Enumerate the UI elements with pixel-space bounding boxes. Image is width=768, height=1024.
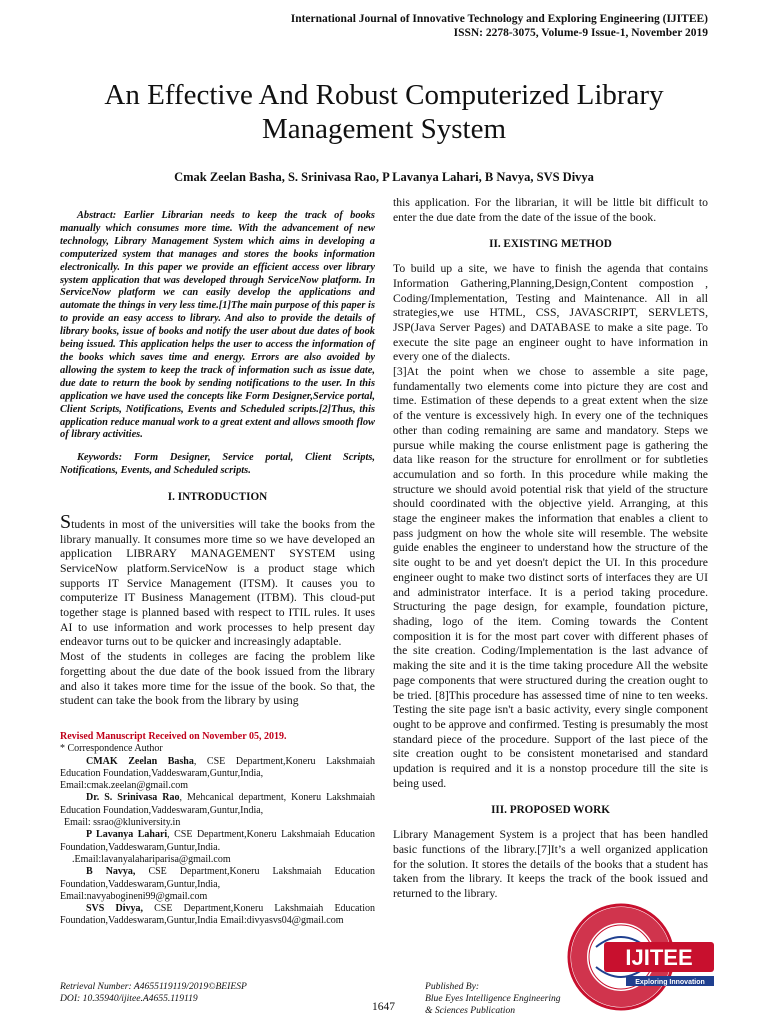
title-line-2: Management System xyxy=(261,113,507,145)
author-name-5: SVS Divya, xyxy=(86,903,143,915)
journal-issn: ISSN: 2278-3075, Volume-9 Issue-1, November 2019 xyxy=(453,27,708,39)
intro-p1-text: tudents in most of the universities will take the books from the library manually. It consumes more time so we have developed an application LIBRARY MANAGEMENT SYSTEM using ServiceNow platform.ServiceNow is a product stage which supports IT Service Management (ITSM). It causes you to computerize IT Business Management (ITBM). This cloud-put together stage is planned based with respect to ITIL rules. It uses AI to use information and work processes to help present day endeavor turns out to be quicker and increasingly adaptable. xyxy=(60,517,375,649)
publisher-line-2: & Sciences Publication xyxy=(425,1005,516,1016)
published-by-label: Published By: xyxy=(425,981,480,992)
doi: DOI: 10.35940/ijitee.A4655.119119 xyxy=(60,993,198,1004)
journal-name: International Journal of Innovative Technology and Exploring Engineering (IJITEE) xyxy=(290,13,708,25)
author-affiliation-3: P Lavanya Lahari, CSE Department,Koneru Lakshmaiah Education Foundation,Vaddeswaram,Guntur,India. xyxy=(60,829,375,853)
author-email-1: Email:cmak.zeelan@gmail.com xyxy=(60,780,189,792)
drop-cap: S xyxy=(60,510,72,533)
footer-right xyxy=(425,981,561,1017)
section-heading-introduction: I. INTRODUCTION xyxy=(167,491,268,504)
correspondence-note: * Correspondence Author xyxy=(60,743,163,755)
author-affiliation-2: Dr. S. Srinivasa Rao, Mehcanical department, Koneru Lakshmaiah Education Foundation,Vaddeswaram,Guntur,India, xyxy=(60,792,375,816)
abstract-text: Earlier Librarian needs to keep the track of books manually which consumes more time. With the advancement of new technology, Library Management System which aims in developing a computerized system that manages and stores the books information electronically. In this paper we provide an efficient access over library system application that was developed through ServiceNow platform. In ServiceNow platform we can easily develop the applications and automate the things in very less time.[1]The main purpose of this paper is to provide an easy access to library. And also to provide the details of library books, issue of books and notify the user about due dates of book being issued. This application helps the user to access the information of the books which saves time and energy. Errors are also avoided by allowing the system to keep the track of information such as issue date, due date to return the book by sending notifications to the user. In this application we have used the concepts like Form Designer,Service portal, Client Scripts, Notifications, Events and Scheduled scripts.[2]Thus, this application reduce manual work to a great extent and allows smooth flow of library activities. xyxy=(60,210,375,441)
intro-continuation: this application. For the librarian, it will be little bit difficult to enter the due date from the date of the issue of the book. xyxy=(393,196,708,224)
author-email-2: Email: ssrao@kluniversity.in xyxy=(64,817,181,829)
keywords xyxy=(60,452,375,478)
section-heading-proposed-work: III. PROPOSED WORK xyxy=(491,804,610,817)
proposed-paragraph-1: Library Management System is a project that has been handled basic functions of the library.[7]It’s a well organized application for the solution. It stores the details of the books that a student has taken from the library. It keeps the track of the book issued and returned to the library. xyxy=(393,828,708,900)
author-email-3: .Email:lavanyalahariparisa@gmail.com xyxy=(72,853,231,865)
keywords-text: Form Designer, Service portal, Client Scripts, Notifications, Events, and Scheduled scripts. xyxy=(60,452,375,477)
footnotes xyxy=(60,731,375,928)
author-name-2: Dr. S. Srinivasa Rao xyxy=(86,792,180,804)
revised-note: Revised Manuscript Received on November 05, 2019. xyxy=(60,730,287,742)
author-affiliation-5: SVS Divya, CSE Department,Koneru Lakshmaiah Education Foundation,Vaddeswaram,Guntur,India Email:divyasvs04@gmail.com xyxy=(60,903,375,927)
author-email-4: Email:navyabogineni99@gmail.com xyxy=(60,890,208,902)
existing-paragraph-2: [3]At the point when we chose to assemble a site page, fundamentally two elements come into picture they are cost and time. Estimation of these depends to a great extent when the size of the venture is excessively high. In every one of the techniques other than coding remaining are same and mandatory. Steps we pursue while making the course enlistment page is gathering the data like reason for the structure for enrollment or for subtleties accumulation and so forth. In this procedure while making the structure we should avoid potential risk that yield of the structure should coordinated with the objective yield. Arranging, at this stage the engineer makes the information that enables a client to pass judgment on how the whole site will resemble. The website guide enables the engineer to understand how the structure of the site ought to be and yet doesn't depict the UI. In this procedure engineer ought to make two distinct sorts of interfaces they are UI and administrator interface. It is a period taking procedure. Structuring the page design, for example, foundation picture, shading, logo of the item. Coming towards the Content composition it is for the most part cover with different phases of the site creation. Coding/Implementation is the last advance of making the site and it is the time taking procedure All the website page components that were structured during the creation ought to be tried. [8]This procedure has assessed time of nine to ten weeks. Testing the site page isn't a basic activity, every single component ought to be approve and confirmed. Testing is presumably the most standard piece of the procedure. Support of the last piece of the site creation ought to be consistent monetarised and standard updation is required and it is a nonstop procedure till the site is being used. xyxy=(393,365,708,790)
logo-wordmark: IJITEE xyxy=(625,945,693,970)
section-heading-existing-method: II. EXISTING METHOD xyxy=(489,238,612,251)
publisher-line-1: Blue Eyes Intelligence Engineering xyxy=(425,993,561,1004)
ijitee-logo-graphic xyxy=(566,902,716,1012)
intro-paragraph-1 xyxy=(60,510,375,650)
author-name-1: CMAK Zeelan Basha xyxy=(86,755,194,767)
paper-title xyxy=(40,78,728,146)
author-name-4: B Navya, xyxy=(86,866,136,878)
right-column xyxy=(393,196,708,902)
page-number: 1647 xyxy=(372,1001,395,1013)
title-line-1: An Effective And Robust Computerized Library xyxy=(104,79,664,111)
intro-paragraph-2: Most of the students in colleges are facing the problem like forgetting about the due date of the book issued from the library and also it takes more time for the issue of the book. So that, the student can take the book from the library by using xyxy=(60,650,375,708)
author-affiliation-4: B Navya, CSE Department,Koneru Lakshmaiah Education Foundation,Vaddeswaram,Guntur,India, xyxy=(60,866,375,890)
existing-paragraph-1: To build up a site, we have to finish the agenda that contains Information Gathering,Planning,Design,Content compostion , Coding/Implementation, Testing and Maintenance. All in all strategies,we use HTML, CSS, JAVASCRIPT, SERVLETS, JSP(Java Server Pages) and DATABASE to make a site page. To execute the site page an engineer ought to have information in every one of the dialects. xyxy=(393,262,708,364)
keywords-label: Keywords: xyxy=(77,452,123,464)
abstract xyxy=(60,210,375,442)
author-name-3: P Lavanya Lahari xyxy=(86,829,168,841)
footer-left xyxy=(60,981,247,1005)
ijitee-logo xyxy=(566,902,716,1012)
left-column xyxy=(60,210,375,928)
author-affiliation-1: CMAK Zeelan Basha, CSE Department,Koneru Lakshmaiah Education Foundation,Vaddeswaram,Guntur,India, xyxy=(60,755,376,779)
logo-tagline: Exploring Innovation xyxy=(635,979,705,986)
abstract-label: Abstract: xyxy=(77,210,117,221)
author-list: Cmak Zeelan Basha, S. Srinivasa Rao, P Lavanya Lahari, B Navya, SVS Divya xyxy=(174,170,594,184)
retrieval-number: Retrieval Number: A4655119119/2019©BEIESP xyxy=(60,981,247,992)
